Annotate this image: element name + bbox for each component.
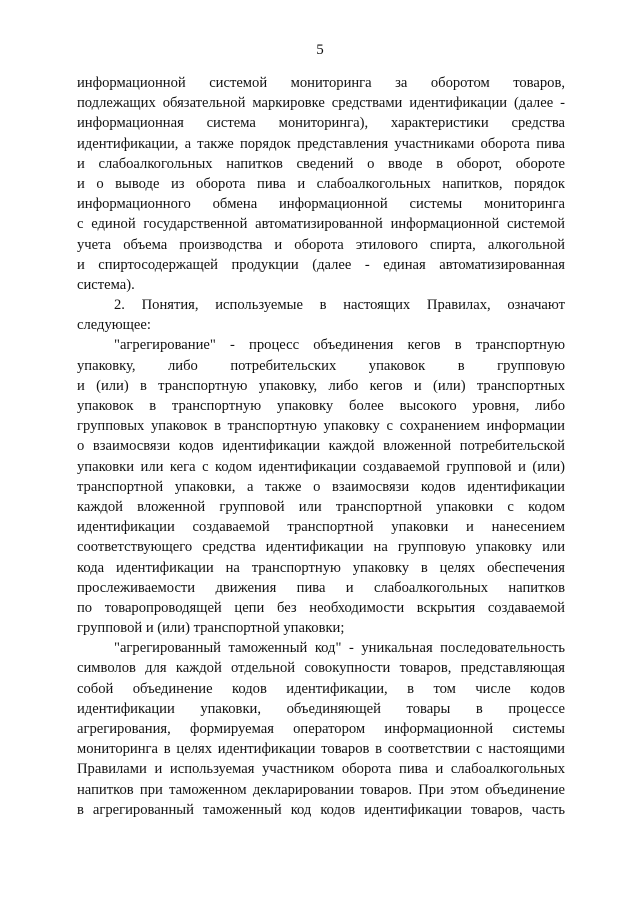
text-line: идентификации, а также порядок представления участниками оборота пива [77,135,565,152]
text-line: в агрегированный таможенный код кодов идентификации товаров, часть [77,801,565,818]
body-text [77,73,565,820]
text-line: идентификации упаковки, объединяющей товары в процессе [77,700,565,717]
text-line: и слабоалкогольных напитков сведений о вводе в оборот, обороте [77,155,565,172]
text-line: информационной системой мониторинга за оборотом товаров, [77,75,565,91]
text-line: о взаимосвязи кодов идентификации каждой вложенной потребительской [77,438,565,455]
text-line: "агрегирование" - процесс объединения кегов в транспортную [114,337,565,354]
text-line: следующее: [77,317,151,334]
text-line: упаковку, либо потребительских упаковок в групповую [77,357,565,374]
text-line: и о выводе из оборота пива и слабоалкогольных напитков, порядок [77,175,565,192]
text-line: собой объединение кодов идентификации, в том числе кодов [77,680,565,697]
text-line: информационного обмена информационной системы мониторинга [77,196,565,213]
text-line: 2. Понятия, используемые в настоящих Правилах, означают [114,297,565,314]
text-line: "агрегированный таможенный код" - уникальная последовательность [114,640,565,657]
text-line: соответствующего средства идентификации на групповую упаковку или [77,539,565,556]
text-line: по товаропроводящей цепи без необходимости вскрытия создаваемой [77,599,565,616]
text-line: и спиртосодержащей продукции (далее - единая автоматизированная [77,256,565,273]
text-line: с единой государственной автоматизированной информационной системой [77,216,565,233]
text-line: подлежащих обязательной маркировке средствами идентификации (далее - [77,95,565,112]
page-number: 5 [316,42,324,58]
text-line: символов для каждой отдельной совокупности товаров, представляющая [77,660,565,677]
text-line: напитков при таможенном декларировании товаров. При этом объединение [77,781,565,798]
text-line: система). [77,276,135,293]
text-line: упаковки или кега с кодом идентификации создаваемой групповой и (или) [77,458,565,475]
text-line: групповой и (или) транспортной упаковки; [77,620,345,637]
text-line: информационная система мониторинга), характеристики средства [77,115,565,132]
text-line: мониторинга в целях идентификации товаров в соответствии с настоящими [77,741,565,758]
text-line: транспортной упаковки, а также о взаимосвязи кодов идентификации [77,478,565,495]
text-line: учета объема производства и оборота этилового спирта, алкогольной [77,236,565,253]
text-line: кода идентификации на транспортную упаковку в целях обеспечения [77,559,565,576]
text-line: агрегирования, формируемая оператором информационной системы [77,721,565,737]
text-line: групповых упаковок в транспортную упаковку с сохранением информации [77,418,565,435]
text-line: и (или) в транспортную упаковку, либо кегов и (или) транспортных [77,377,565,394]
text-line: идентификации создаваемой транспортной упаковки и нанесением [77,519,565,536]
text-line: каждой вложенной групповой или транспортной упаковки с кодом [77,498,565,515]
text-line: прослеживаемости движения пива и слабоалкогольных напитков [77,579,565,596]
text-line: Правилами и используемая участником оборота пива и слабоалкогольных [77,761,565,778]
text-line: упаковок в транспортную упаковку более высокого уровня, либо [77,398,565,414]
